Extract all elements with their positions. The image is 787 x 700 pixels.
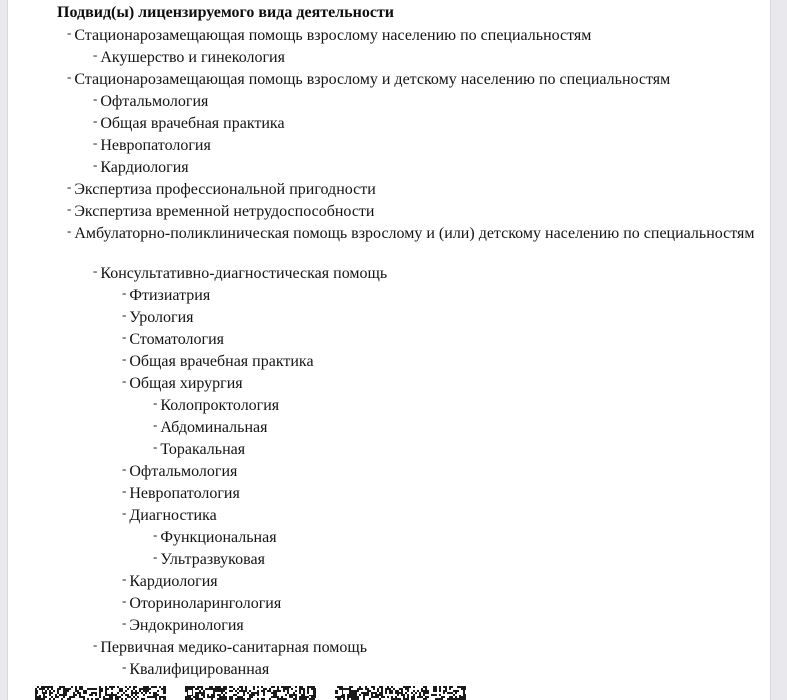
list-item-label: Общая врачебная практика	[129, 353, 314, 370]
list-item	[8, 113, 770, 135]
list-item-label: Функциональная	[160, 529, 277, 546]
list-item	[8, 179, 770, 201]
list-item-dash: -	[93, 157, 98, 172]
list-item-label: Невропатология	[100, 137, 211, 154]
list-item-dash: -	[153, 395, 158, 410]
list-item-label: Кардиология	[129, 573, 218, 590]
barcode-strip-2	[185, 686, 316, 700]
list-item-label: Квалифицированная	[129, 661, 270, 678]
list-item	[8, 659, 770, 681]
list-item-dash: -	[122, 329, 127, 344]
list-item	[8, 47, 770, 69]
list-item-dash: -	[122, 615, 127, 630]
list-item-label: Экспертиза временной нетрудоспособности	[74, 203, 375, 220]
list-item	[8, 373, 770, 395]
list-item-label: Фтизиатрия	[129, 287, 211, 304]
list-item-dash: -	[93, 263, 98, 278]
list-item-label: Общая хирургия	[129, 375, 243, 392]
list-item-label: Акушерство и гинекология	[100, 49, 285, 66]
page-title: Подвид(ы) лицензируемого вида деятельности	[57, 4, 395, 21]
list-item-label: Абдоминальная	[160, 419, 268, 436]
list-item-dash: -	[153, 417, 158, 432]
list-item-dash: -	[93, 135, 98, 150]
list-item-label: Консультативно-диагностическая помощь	[100, 265, 388, 282]
activity-list	[8, 25, 770, 681]
barcode-strip-3	[335, 686, 466, 700]
list-item-label: Офтальмология	[129, 463, 238, 480]
barcode-strip-1	[35, 686, 166, 700]
list-item-dash: -	[153, 439, 158, 454]
list-item-dash: -	[67, 223, 72, 238]
list-item-label: Кардиология	[100, 159, 189, 176]
list-item-dash: -	[122, 505, 127, 520]
list-item-dash: -	[67, 179, 72, 194]
document-page	[7, 0, 771, 700]
list-item-label: Стоматология	[129, 331, 225, 348]
list-item-dash: -	[122, 571, 127, 586]
list-item-dash: -	[122, 307, 127, 322]
list-item-dash: -	[93, 113, 98, 128]
list-item-label: Общая врачебная практика	[100, 115, 285, 132]
list-item-dash: -	[122, 351, 127, 366]
list-item-label: Колопроктология	[160, 397, 280, 414]
list-item-label: Первичная медико-санитарная помощь	[100, 639, 368, 656]
list-item-dash: -	[122, 483, 127, 498]
list-item-dash: -	[122, 461, 127, 476]
list-item-label: Урология	[129, 309, 194, 326]
list-item-label: Оториноларингология	[129, 595, 282, 612]
list-item-dash: -	[122, 593, 127, 608]
list-item-dash: -	[122, 373, 127, 388]
list-item-label: Ультразвуковая	[160, 551, 265, 568]
list-item-label: Экспертиза профессиональной пригодности	[74, 181, 376, 198]
list-item-label: Невропатология	[129, 485, 240, 502]
list-item-label: Стационарозамещающая помощь взрослому населению по специальностям	[74, 27, 592, 44]
list-item-dash: -	[67, 25, 72, 40]
list-item-dash: -	[93, 637, 98, 652]
list-item-label: Амбулаторно-поликлиническая помощь взрослому и (или) детскому населению по специальностям	[74, 225, 755, 242]
list-item	[8, 91, 770, 113]
list-item	[8, 25, 770, 47]
list-item	[8, 201, 770, 223]
list-item-dash: -	[67, 69, 72, 84]
list-item	[8, 505, 770, 527]
list-item-dash: -	[93, 47, 98, 62]
list-item-dash: -	[93, 91, 98, 106]
list-item-dash: -	[153, 549, 158, 564]
list-item	[8, 223, 770, 245]
list-item	[8, 69, 770, 91]
list-item-label: Диагностика	[129, 507, 217, 524]
list-item	[8, 527, 770, 549]
list-item	[8, 157, 770, 179]
list-item-label: Стационарозамещающая помощь взрослому и детскому населению по специальностям	[74, 71, 671, 88]
list-item	[8, 417, 770, 439]
list-item-label: Эндокринология	[129, 617, 244, 634]
list-item-dash: -	[122, 285, 127, 300]
list-item	[8, 135, 770, 157]
list-item-dash: -	[122, 659, 127, 674]
list-item-dash: -	[67, 201, 72, 216]
list-item-label: Офтальмология	[100, 93, 209, 110]
list-item	[8, 615, 770, 637]
list-item-dash: -	[153, 527, 158, 542]
list-item	[8, 395, 770, 417]
list-item-label: Торакальная	[160, 441, 246, 458]
